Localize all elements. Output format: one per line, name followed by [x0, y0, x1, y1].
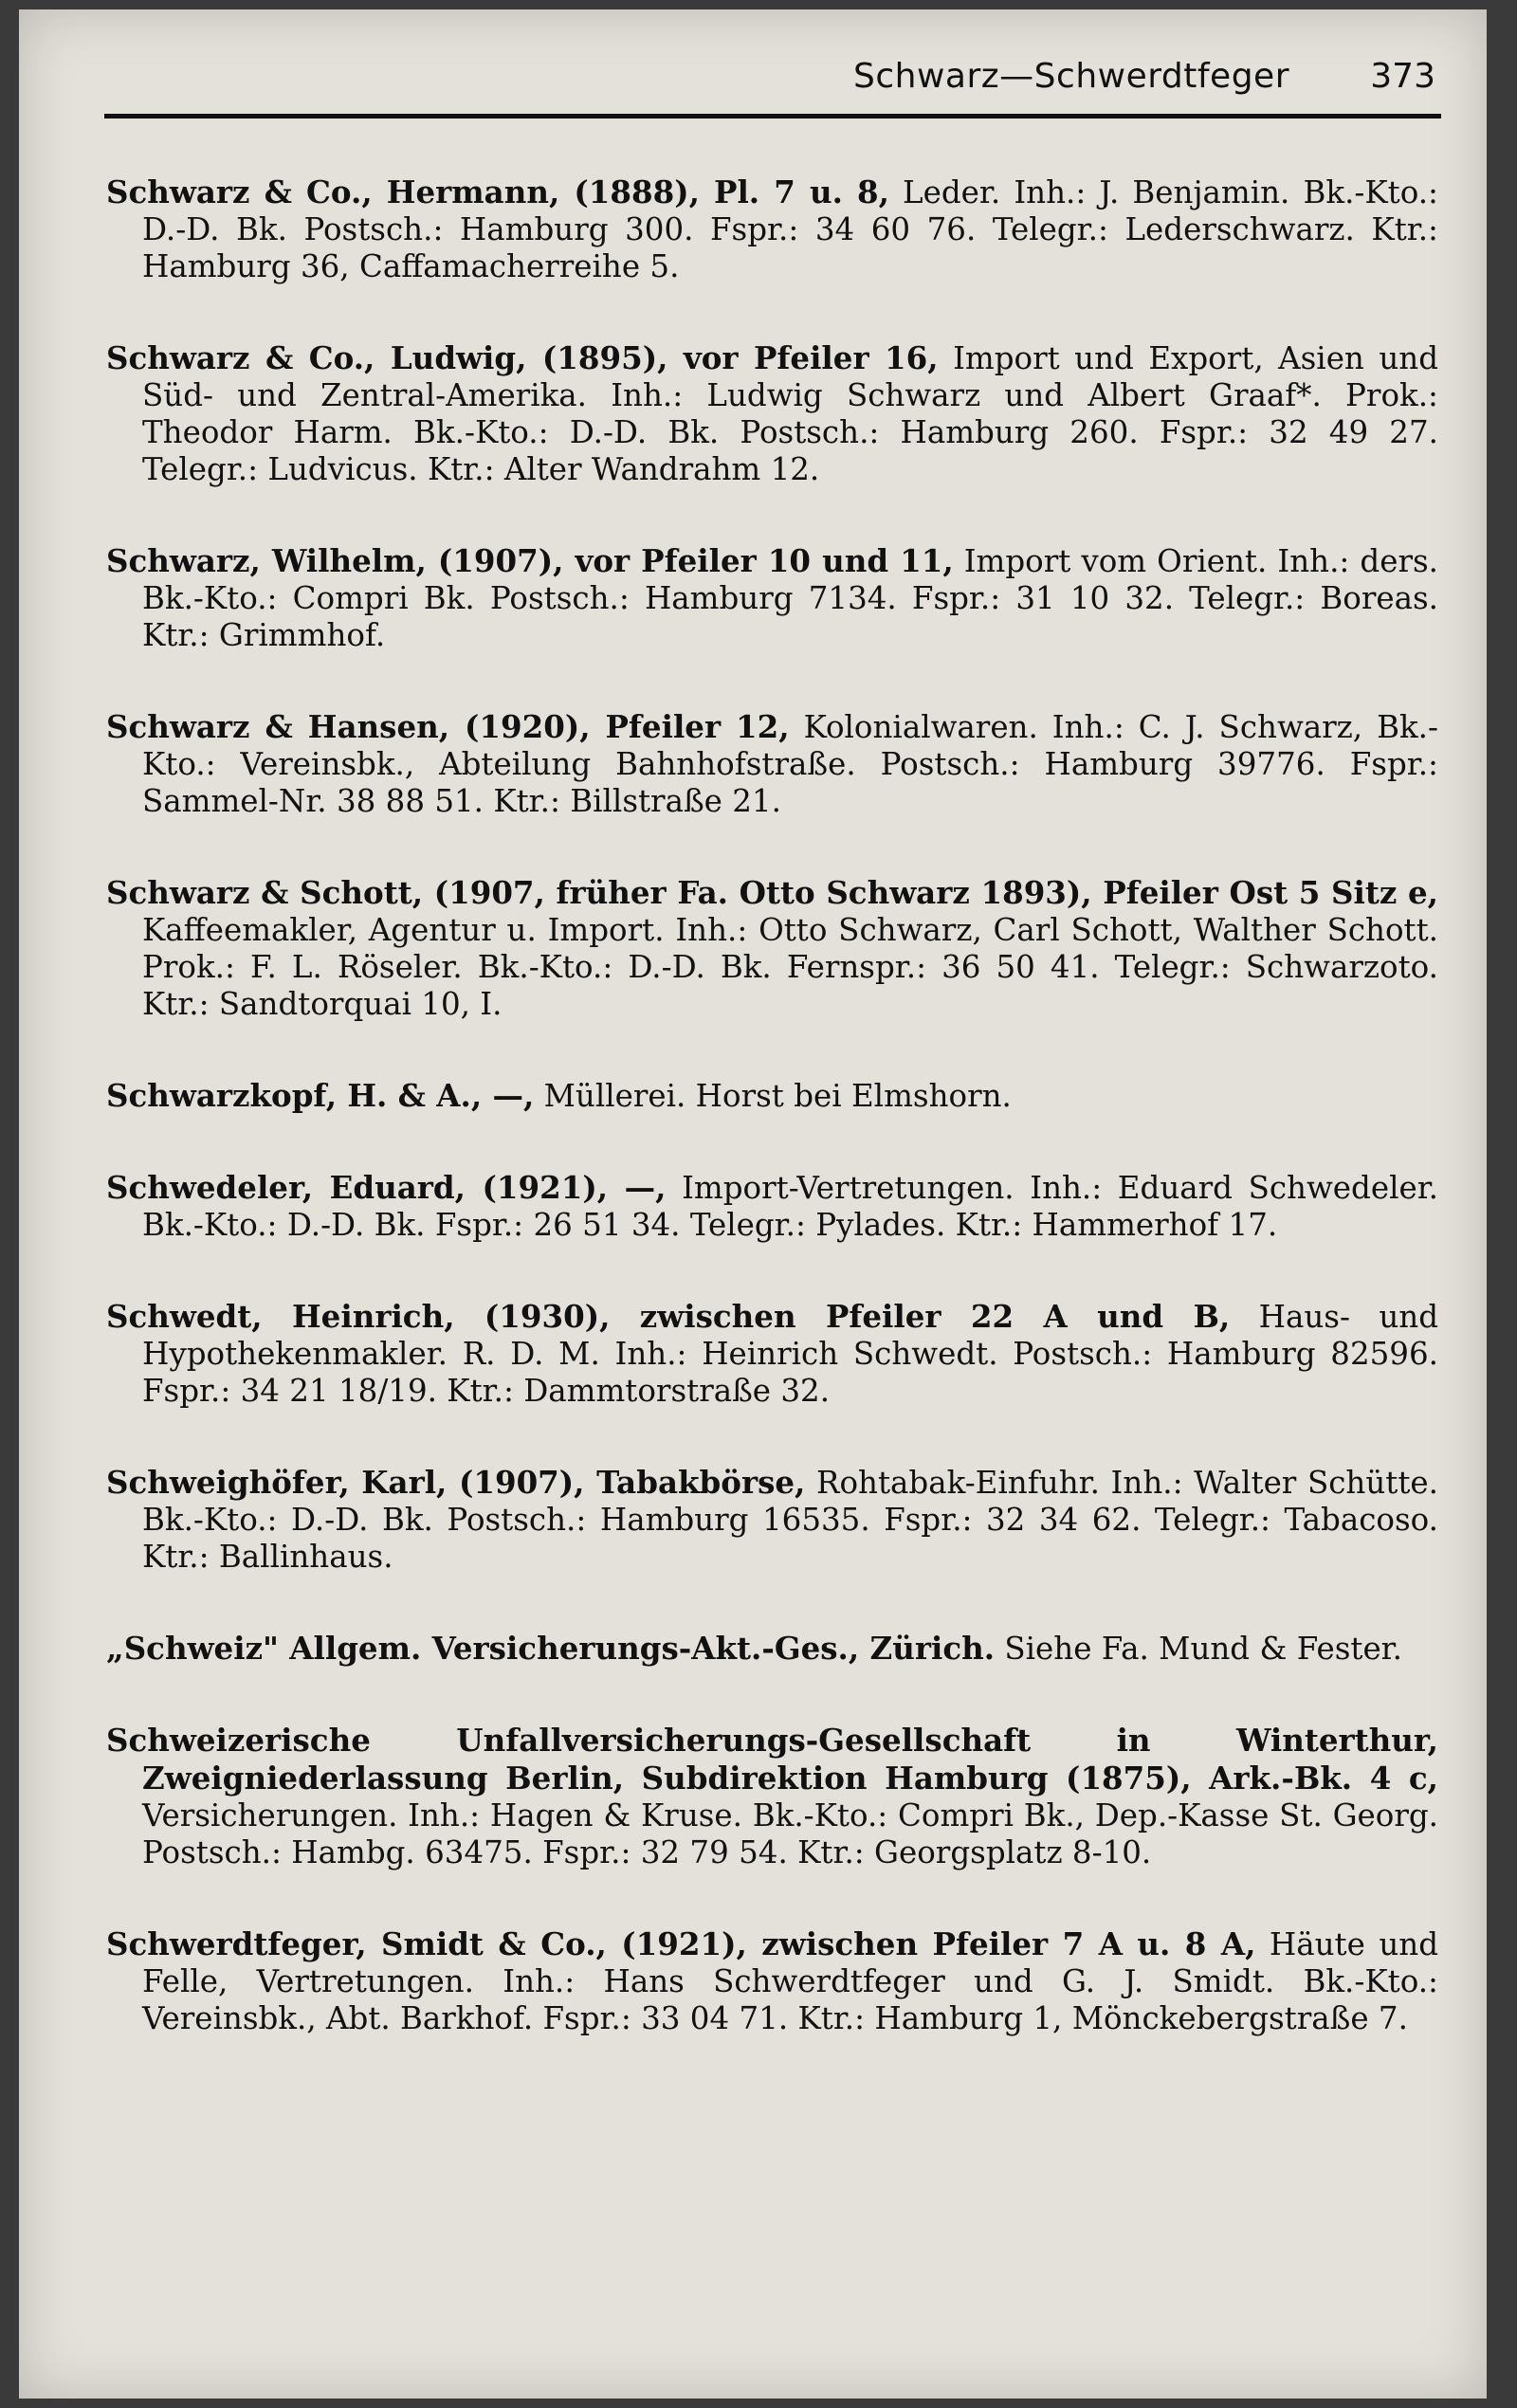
entry-head: Schwarz & Co., Hermann, (1888), Pl. 7 u. 8,: [106, 173, 889, 210]
directory-entry: [106, 874, 1438, 1023]
entry-body: Import und Export, Asien und Süd- und Zentral-Amerika. Inh.: Ludwig Schwarz und Albert Graaf*. Prok.: Theodor Harm. Bk.-Kto.: D.-D. Bk. Postsch.: Hamburg 260. Fspr.: 32 49 27. Telegr.: Ludvicus. Ktr.: Alter Wandrahm 12.: [142, 339, 1439, 487]
directory-entry: [106, 1722, 1438, 1871]
running-head: Schwarz—Schwerdtfeger: [853, 57, 1289, 96]
entry-head: Schweighöfer, Karl, (1907), Tabakbörse,: [106, 1463, 806, 1501]
entry-body: Versicherungen. Inh.: Hagen & Kruse. Bk.-Kto.: Compri Bk., Dep.-Kasse St. Georg. Postsch.: Hambg. 63475. Fspr.: 32 79 54. Ktr.: Georgsplatz 8-10.: [142, 1797, 1438, 1870]
entry-body: Import-Vertretungen. Inh.: Eduard Schwedeler. Bk.-Kto.: D.-D. Bk. Fspr.: 26 51 34. Telegr.: Pylades. Ktr.: Hammerhof 17.: [142, 1169, 1438, 1243]
directory-entry: [106, 1077, 1438, 1115]
directory-entry: [106, 708, 1438, 820]
entry-body: Häute und Felle, Vertretungen. Inh.: Hans Schwerdtfeger und G. J. Smidt. Bk.-Kto.: Vereinsbk., Abt. Barkhof. Fspr.: 33 04 71. Ktr.: Hamburg 1, Mönckebergstraße 7.: [142, 1925, 1439, 2036]
directory-entry: [106, 1298, 1438, 1410]
entry-body: Müllerei. Horst bei Elmshorn.: [534, 1077, 1012, 1114]
directory-entry: [106, 1925, 1438, 2037]
directory-entry: [106, 1630, 1438, 1668]
entry-body: Haus- und Hypothekenmakler. R. D. M. Inh.: Heinrich Schwedt. Postsch.: Hamburg 82596. Fspr.: 34 21 18/19. Ktr.: Dammtorstraße 32.: [142, 1298, 1438, 1409]
directory-entry: [106, 542, 1438, 654]
entry-body: Leder. Inh.: J. Benjamin. Bk.-Kto.: D.-D. Bk. Postsch.: Hamburg 300. Fspr.: 34 60 76. Telegr.: Lederschwarz. Ktr.: Hamburg 36, Caffamacherreihe 5.: [142, 173, 1438, 284]
entry-head: Schwarz & Co., Ludwig, (1895), vor Pfeiler 16,: [106, 338, 939, 376]
page-header: [104, 47, 1441, 119]
entry-body: Import vom Orient. Inh.: ders. Bk.-Kto.: Compri Bk. Postsch.: Hamburg 7134. Fspr.: 31 10 32. Telegr.: Boreas. Ktr.: Grimmhof.: [142, 542, 1438, 653]
entry-head: Schwedeler, Eduard, (1921), —,: [106, 1168, 667, 1206]
entry-head: Schwarz, Wilhelm, (1907), vor Pfeiler 10 und 11,: [106, 541, 954, 579]
entry-head: Schwarzkopf, H. & A., —,: [106, 1076, 535, 1114]
directory-entry: [106, 1464, 1438, 1576]
entry-head: Schwerdtfeger, Smidt & Co., (1921), zwischen Pfeiler 7 A u. 8 A,: [106, 1925, 1256, 1962]
directory-entry: [106, 1169, 1438, 1244]
entry-head: „Schweiz" Allgem. Versicherungs-Akt.-Ges., Zürich.: [106, 1629, 996, 1667]
directory-entry: [106, 339, 1438, 488]
entry-head: Schwarz & Hansen, (1920), Pfeiler 12,: [106, 707, 790, 745]
entry-body: Siehe Fa. Mund & Fester.: [995, 1630, 1402, 1667]
directory-entries: [106, 142, 1438, 2091]
entry-body: Rohtabak-Einfuhr. Inh.: Walter Schütte. Bk.-Kto.: D.-D. Bk. Postsch.: Hamburg 16535. Fspr.: 32 34 62. Telegr.: Tabacoso. Ktr.: Ballinhaus.: [142, 1464, 1438, 1575]
directory-entry: [106, 173, 1438, 285]
entry-head: Schwarz & Schott, (1907, früher Fa. Otto Schwarz 1893), Pfeiler Ost 5 Sitz e,: [106, 873, 1438, 911]
entry-body: Kolonialwaren. Inh.: C. J. Schwarz, Bk.-Kto.: Vereinsbk., Abteilung Bahnhofstraße. Postsch.: Hamburg 39776. Fspr.: Sammel-Nr. 38 88 51. Ktr.: Billstraße 21.: [142, 708, 1438, 819]
entry-body: Kaffeemakler, Agentur u. Import. Inh.: Otto Schwarz, Carl Schott, Walther Schott. Prok.: F. L. Röseler. Bk.-Kto.: D.-D. Bk. Fernspr.: 36 50 41. Telegr.: Schwarzoto. Ktr.: Sandtorquai 10, I.: [142, 911, 1438, 1022]
entry-head: Schweizerische Unfallversicherungs-Gesellschaft in Winterthur, Zweigniederlassung Berlin, Subdirektion Hamburg (1875), Ark.-Bk. 4 c,: [106, 1721, 1438, 1797]
book-page: [19, 9, 1487, 2399]
page-number: 373: [1370, 57, 1435, 96]
entry-head: Schwedt, Heinrich, (1930), zwischen Pfeiler 22 A und B,: [106, 1297, 1231, 1335]
